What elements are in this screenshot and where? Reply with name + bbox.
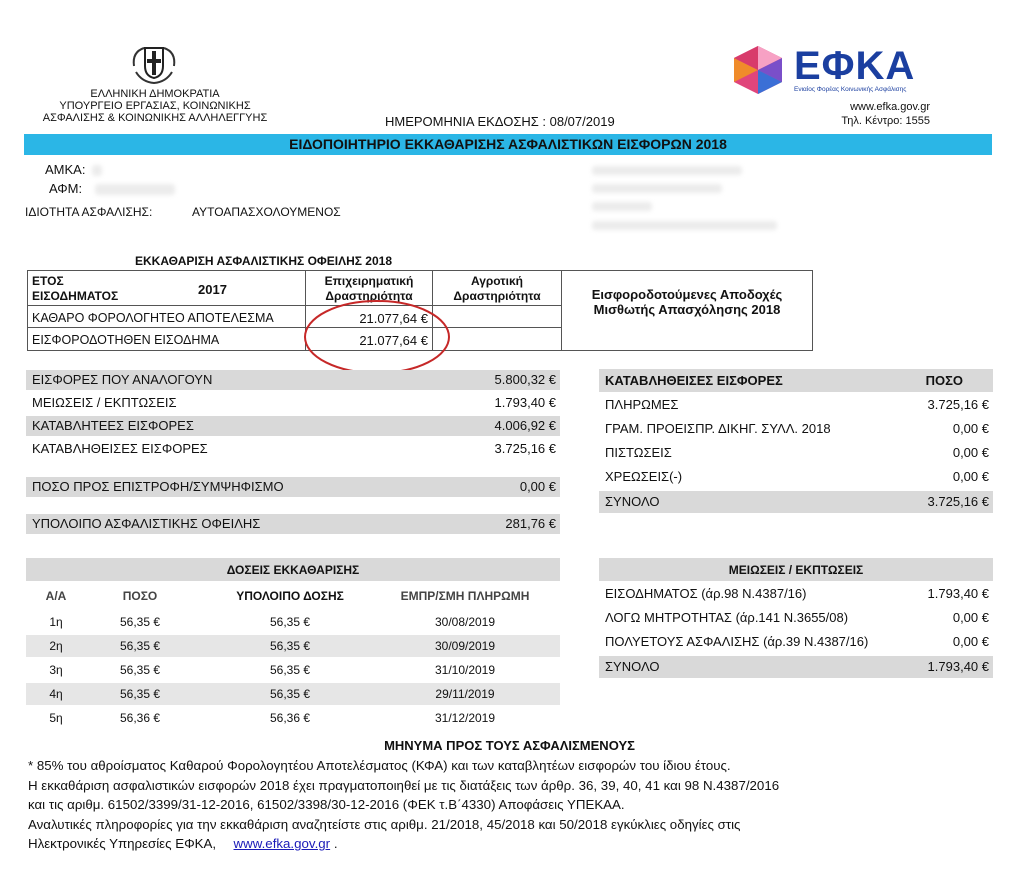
paid-header-amount: ΠΟΣΟ <box>925 373 963 388</box>
reductions-label: ΛΟΓΩ ΜΗΤΡΟΤΗΤΑΣ (άρ.141 Ν.3655/08) <box>605 610 849 625</box>
paid-value: 0,00 € <box>952 445 989 460</box>
message-title: ΜΗΝΥΜΑ ΠΡΟΣ ΤΟΥΣ ΑΣΦΑΛΙΣΜΕΝΟΥΣ <box>384 738 635 753</box>
reductions-value: 1.793,40 € <box>927 586 989 601</box>
address-redacted-2 <box>592 184 722 193</box>
message-line-1: * 85% του αθροίσματος Καθαρού Φορολογητέου Αποτελέσματος (ΚΦΑ) και των καταβλητέων εισφορών του ίδιου έτους. <box>28 758 731 773</box>
paid-label: ΠΙΣΤΩΣΕΙΣ <box>605 445 672 460</box>
message-line-2: Η εκκαθάριση ασφαλιστικών εισφορών 2018 έχει πραγματοποιηθεί με τις διατάξεις των άρθρ. 36, 39, 40, 41 και 98 Ν.4387/2016 <box>28 777 780 793</box>
installment-row <box>26 707 560 729</box>
afm-label: ΑΦΜ: <box>49 181 83 196</box>
efka-logo-text: ΕΦΚΑ <box>794 44 916 88</box>
paid-label: ΠΛΗΡΩΜΕΣ <box>605 397 679 412</box>
address-redacted-1 <box>592 166 742 175</box>
summary-label: ΕΙΣΦΟΡΕΣ ΠΟΥ ΑΝΑΛΟΓΟΥΝ <box>32 372 213 387</box>
paid-row-charges <box>599 467 993 487</box>
message-line-5 <box>28 834 1003 854</box>
phone-center: Τηλ. Κέντρο: 1555 <box>841 115 930 127</box>
col-agri-1: Αγροτική <box>470 274 524 288</box>
issue-date: ΗΜΕΡΟΜΗΝΙΑ ΕΚΔΟΣΗΣ : 08/07/2019 <box>385 114 615 129</box>
summary-row-balance <box>26 514 560 534</box>
installment-aa: 3η <box>49 663 63 677</box>
summary-value: 281,76 € <box>505 516 556 531</box>
row1-label: ΚΑΘΑΡΟ ΦΟΡΟΛΟΓΗΤΕΟ ΑΠΟΤΕΛΕΣΜΑ <box>32 311 274 325</box>
installment-amount: 56,35 € <box>119 687 161 701</box>
installment-amount: 56,35 € <box>119 663 161 677</box>
summary-row-refund <box>26 477 560 497</box>
row2-value: 21.077,64 € <box>359 333 428 348</box>
col-agri-2: Δραστηριότητα <box>453 289 541 303</box>
amka-redacted <box>92 165 102 176</box>
summary-label: ΠΟΣΟ ΠΡΟΣ ΕΠΙΣΤΡΟΦΗ/ΣΥΜΨΗΦΙΣΜΟ <box>32 479 284 494</box>
row2-label: ΕΙΣΦΟΡΟΔΟΤΗΘΕΝ ΕΙΣΟΔΗΜΑ <box>32 333 220 347</box>
summary-label: ΚΑΤΑΒΛΗΤΕΕΣ ΕΙΣΦΟΡΕΣ <box>32 418 194 433</box>
installment-due: 31/12/2019 <box>434 711 496 725</box>
col-aa: Α/Α <box>45 589 67 603</box>
paid-value: 0,00 € <box>952 421 989 436</box>
col-amount: ΠΟΣΟ <box>122 589 158 603</box>
installment-amount: 56,35 € <box>119 615 161 629</box>
col-salaried-2: Μισθωτής Απασχόλησης 2018 <box>593 302 781 317</box>
insurance-value: ΑΥΤΟΑΠΑΣΧΟΛΟΥΜΕΝΟΣ <box>192 205 341 219</box>
address-redacted-4 <box>592 221 777 230</box>
efka-hexagon-icon <box>728 44 788 96</box>
installment-due: 30/08/2019 <box>434 615 496 629</box>
installment-row <box>26 611 560 633</box>
ministry-line-1: ΕΛΛΗΝΙΚΗ ΔΗΜΟΚΡΑΤΙΑ <box>90 88 220 100</box>
paid-row-prepaid <box>599 419 993 439</box>
installments-title: ΔΟΣΕΙΣ ΕΚΚΑΘΑΡΙΣΗΣ <box>226 563 360 577</box>
installment-row <box>26 683 560 705</box>
efka-logo <box>728 44 948 96</box>
message-line-5-suffix: . <box>333 836 338 851</box>
installment-remaining: 56,36 € <box>269 711 311 725</box>
paid-value: 0,00 € <box>952 469 989 484</box>
installment-amount: 56,35 € <box>119 639 161 653</box>
summary-row-payable <box>26 416 560 436</box>
reductions-value: 0,00 € <box>952 610 989 625</box>
message-line-3: και τις αριθμ. 61502/3399/31-12-2016, 61502/3398/30-12-2016 (ΦΕΚ τ.Β΄4330) Αποφάσεις ΥΠΕΚΑΑ. <box>28 797 625 812</box>
paid-label: ΣΥΝΟΛΟ <box>605 494 660 509</box>
paid-label: ΧΡΕΩΣΕΙΣ(-) <box>605 469 683 484</box>
summary-value: 5.800,32 € <box>494 372 556 387</box>
installment-due: 29/11/2019 <box>435 687 495 701</box>
reductions-row-total <box>599 656 993 678</box>
summary-value: 1.793,40 € <box>494 395 556 410</box>
message-line-5-prefix: Ηλεκτρονικές Υπηρεσίες ΕΦΚΑ, <box>28 836 217 851</box>
summary-value: 0,00 € <box>519 479 556 494</box>
summary-label: ΥΠΟΛΟΙΠΟ ΑΣΦΑΛΙΣΤΙΚΗΣ ΟΦΕΙΛΗΣ <box>32 516 261 531</box>
installment-remaining: 56,35 € <box>269 639 311 653</box>
red-circle-annotation <box>300 296 456 380</box>
installment-aa: 2η <box>49 639 63 653</box>
paid-row-credits <box>599 443 993 463</box>
ministry-line-3: ΑΣΦΑΛΙΣΗΣ & ΚΟΙΝΩΝΙΚΗΣ ΑΛΛΗΛΕΓΓΥΗΣ <box>42 112 268 124</box>
paid-row-payments <box>599 395 993 415</box>
paid-value: 3.725,16 € <box>927 494 989 509</box>
row1-value: 21.077,64 € <box>359 311 428 326</box>
installment-row <box>26 635 560 657</box>
summary-row-reductions <box>26 393 560 413</box>
banner-title: ΕΙΔΟΠΟΙΗΤΗΡΙΟ ΕΚΚΑΘΑΡΙΣΗΣ ΑΣΦΑΛΙΣΤΙΚΩΝ ΕΙΣΦΟΡΩΝ 2018 <box>289 136 727 152</box>
reductions-value: 0,00 € <box>952 634 989 649</box>
installment-remaining: 56,35 € <box>269 687 311 701</box>
reductions-title: ΜΕΙΩΣΕΙΣ / ΕΚΠΤΩΣΕΙΣ <box>728 563 864 577</box>
summary-row-contributions <box>26 370 560 390</box>
reductions-value: 1.793,40 € <box>927 659 989 674</box>
paid-row-total <box>599 491 993 513</box>
paid-header-label: ΚΑΤΑΒΛΗΘΕΙΣΕΣ ΕΙΣΦΟΡΕΣ <box>605 373 783 388</box>
message-line-4: Αναλυτικές πληροφορίες για την εκκαθάριση αναζητείστε στις αριθμ. 21/2018, 45/2018 και 50/2018 εγκύκλιες οδηγίες στις <box>28 816 741 832</box>
installment-remaining: 56,35 € <box>269 615 311 629</box>
installment-aa: 4η <box>49 687 63 701</box>
efka-logo-subtitle: Ενιαίος Φορέας Κοινωνικής Ασφάλισης <box>794 86 907 93</box>
col-salaried-1: Εισφοροδοτούμενες Αποδοχές <box>591 287 783 302</box>
website: www.efka.gov.gr <box>850 101 930 113</box>
col-business-2: Δραστηριότητα <box>325 289 413 303</box>
year-value: 2017 <box>198 282 227 297</box>
paid-header <box>599 369 993 392</box>
installment-due: 31/10/2019 <box>434 663 496 677</box>
greek-coat-of-arms-icon <box>128 40 180 86</box>
col-remaining: ΥΠΟΛΟΙΠΟ ΔΟΣΗΣ <box>236 589 344 603</box>
year-label-2: ΕΙΣΟΔΗΜΑΤΟΣ <box>32 289 119 303</box>
reductions-row-longterm <box>599 632 993 652</box>
reductions-row-maternity <box>599 608 993 628</box>
paid-value: 3.725,16 € <box>927 397 989 412</box>
summary-label: ΚΑΤΑΒΛΗΘΕΙΣΕΣ ΕΙΣΦΟΡΕΣ <box>32 441 208 456</box>
reductions-label: ΕΙΣΟΔΗΜΑΤΟΣ (άρ.98 Ν.4387/16) <box>605 586 807 601</box>
col-due: ΕΜΠΡ/ΣΜΗ ΠΛΗΡΩΜΗ <box>400 589 530 603</box>
summary-value: 3.725,16 € <box>494 441 556 456</box>
insurance-label: ΙΔΙΟΤΗΤΑ ΑΣΦΑΛΙΣΗΣ: <box>25 205 153 219</box>
reductions-label: ΣΥΝΟΛΟ <box>605 659 660 674</box>
ministry-line-2: ΥΠΟΥΡΓΕΙΟ ΕΡΓΑΣΙΑΣ, ΚΟΙΝΩΝΙΚΗΣ <box>59 100 251 112</box>
amka-label: ΑΜΚΑ: <box>45 162 86 177</box>
paid-label: ΓΡΑΜ. ΠΡΟΕΙΣΠΡ. ΔΙΚΗΓ. ΣΥΛΛ. 2018 <box>605 421 831 436</box>
installment-row <box>26 659 560 681</box>
summary-label: ΜΕΙΩΣΕΙΣ / ΕΚΠΤΩΣΕΙΣ <box>32 395 177 410</box>
afm-redacted <box>95 184 175 195</box>
efka-website-link[interactable]: www.efka.gov.gr <box>233 836 331 851</box>
summary-row-paid <box>26 439 560 459</box>
settlement-title: ΕΚΚΑΘΑΡΙΣΗ ΑΣΦΑΛΙΣΤΙΚΗΣ ΟΦΕΙΛΗΣ 2018 <box>135 254 393 268</box>
installment-amount: 56,36 € <box>119 711 161 725</box>
reductions-label: ΠΟΛΥΕΤΟΥΣ ΑΣΦΑΛΙΣΗΣ (άρ.39 Ν.4387/16) <box>605 634 869 649</box>
installment-aa: 5η <box>49 711 63 725</box>
reductions-row-income <box>599 584 993 604</box>
installment-due: 30/09/2019 <box>434 639 496 653</box>
installment-aa: 1η <box>49 615 63 629</box>
summary-value: 4.006,92 € <box>494 418 556 433</box>
address-redacted-3 <box>592 202 652 211</box>
year-label-1: ΕΤΟΣ <box>32 274 64 288</box>
installment-remaining: 56,35 € <box>269 663 311 677</box>
col-business-1: Επιχειρηματική <box>324 274 414 288</box>
